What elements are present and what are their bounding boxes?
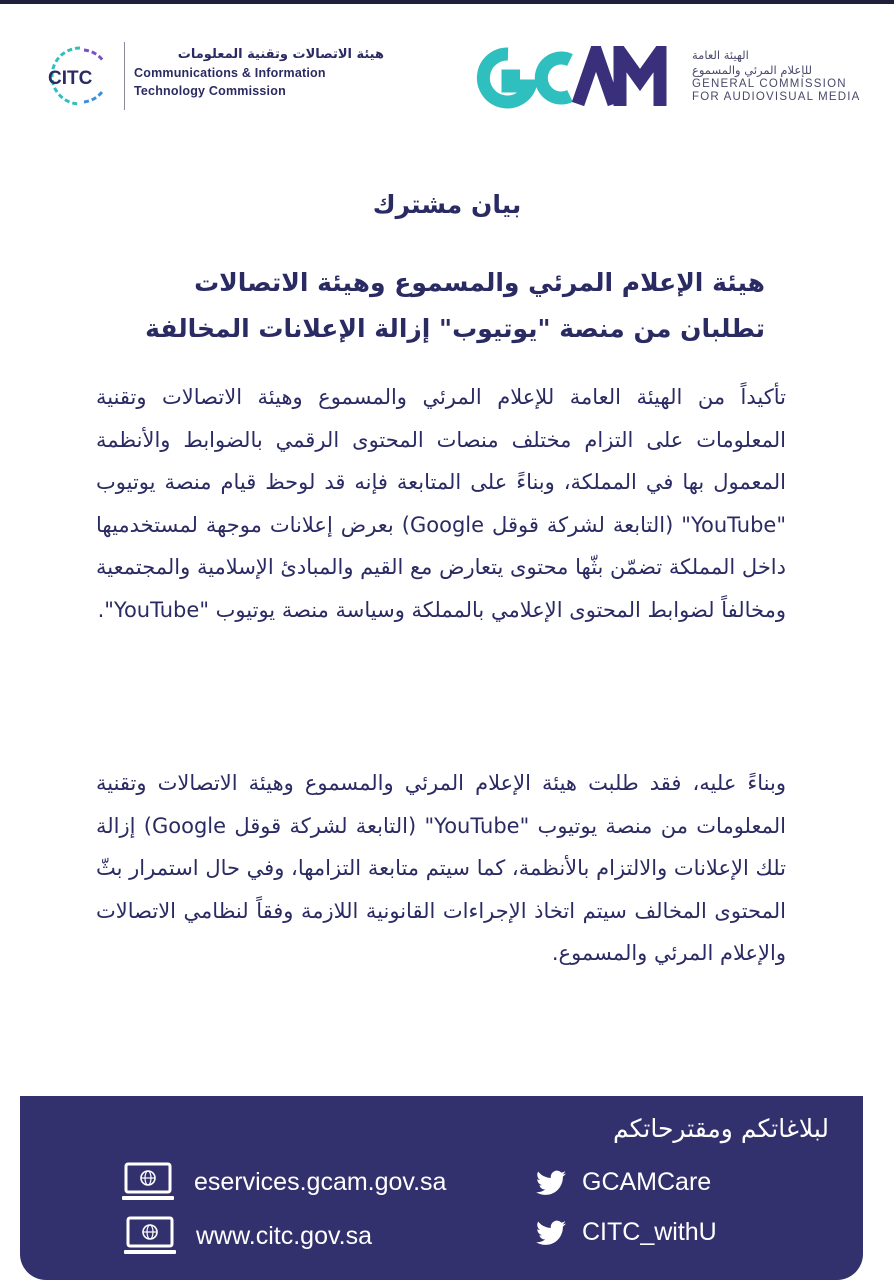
top-border <box>0 0 894 4</box>
website-link-gcam[interactable] <box>122 1162 446 1202</box>
citc-name <box>134 46 384 100</box>
twitter-link-citc[interactable] <box>536 1218 717 1247</box>
website-label: eservices.gcam.gov.sa <box>194 1167 447 1196</box>
citc-logo-icon <box>40 42 120 110</box>
globe-monitor-icon <box>122 1162 174 1202</box>
headline-line2: تطلبان من منصة "يوتيوب" إزالة الإعلانات المخالفة <box>145 314 765 343</box>
gcam-name-ar-line2: للإعلام المرئي والمسموع <box>692 63 813 77</box>
gcam-name-ar-line1: الهيئة العامة <box>692 48 749 62</box>
gcam-name-en-line1: GENERAL COMMISSION <box>692 78 847 90</box>
statement-headline <box>110 260 765 352</box>
statement-paragraph-1: تأكيداً من الهيئة العامة للإعلام المرئي والمسموع وهيئة الاتصالات وتقنية المعلومات على التزام مختلف منصات المحتوى الرقمي بالضوابط والأنظمة المعمول بها في المملكة، وبناءً على المتابعة فإنه قد لوحظ قيام منصة يوتيوب "YouTube" (التابعة لشركة قوقل Google) بعرض إعلانات موجهة لمستخدميها داخل المملكة تضمّن بثّها محتوى يتعارض مع القيم والمبادئ الإسلامية والمجتمعية ومخالفاً لضوابط المحتوى الإعلامي بالمملكة وسياسة منصة يوتيوب "YouTube". <box>96 385 787 622</box>
twitter-icon <box>536 1170 566 1196</box>
statement-label: بيان مشترك <box>372 190 522 219</box>
logo-divider <box>124 42 125 110</box>
citc-name-en-line2: Technology Commission <box>134 84 286 98</box>
twitter-handle: CITC_withU <box>582 1218 717 1246</box>
citc-name-en-line1: Communications & Information <box>134 66 326 80</box>
citc-logo-text: CITC <box>48 68 93 89</box>
gcam-logo-text: GCAM <box>474 46 478 47</box>
statement-paragraph-2: وبناءً عليه، فقد طلبت هيئة الإعلام المرئي والمسموع وهيئة الاتصالات وتقنية المعلومات من منصة يوتيوب "YouTube" (التابعة لشركة قوقل Google) إزالة تلك الإعلانات والالتزام بالأنظمة، كما سيتم متابعة التزامها، وفي حال استمرار بثّ المحتوى المخالف سيتم اتخاذ الإجراءات القانونية اللازمة وفقاً لنظامي الاتصالات والإعلام المرئي والمسموع. <box>96 771 786 965</box>
headline-line1: هيئة الإعلام المرئي والمسموع وهيئة الاتصالات <box>194 268 765 297</box>
footer-title: لبلاغاتكم ومقترحاتكم <box>612 1114 829 1143</box>
twitter-handle: GCAMCare <box>582 1168 712 1196</box>
website-link-citc[interactable] <box>124 1216 372 1256</box>
citc-logo <box>40 40 384 112</box>
website-label: www.citc.gov.sa <box>196 1221 372 1250</box>
contact-footer <box>20 1096 863 1280</box>
gcam-logo <box>474 46 860 110</box>
gcam-name <box>692 48 860 104</box>
gcam-logo-icon <box>474 46 670 110</box>
twitter-icon <box>536 1220 566 1246</box>
globe-monitor-icon <box>124 1216 176 1256</box>
gcam-name-en-line2: FOR AUDIOVISUAL MEDIA <box>692 91 861 103</box>
citc-name-ar: هيئة الاتصالات وتقنية المعلومات <box>177 47 384 62</box>
twitter-link-gcam[interactable] <box>536 1168 711 1197</box>
